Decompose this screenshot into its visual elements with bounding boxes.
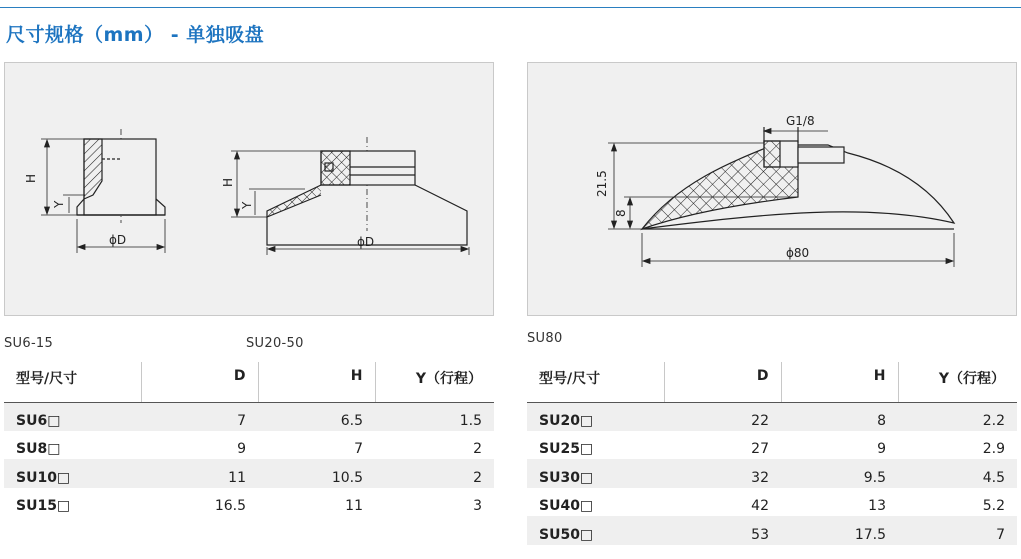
label-Y-small: Y [52,200,66,208]
cell-D: 9 [237,441,246,457]
label-H-medium: H [221,177,235,187]
cell-H: 9 [877,441,886,457]
col-header-H: H [258,362,375,402]
cell-model: SU30□ [527,459,664,488]
label-thread: G1/8 [786,114,815,128]
cell-model: SU15□ [16,498,71,514]
col-header-Y: Y（行程） [898,362,1017,402]
page-title: 尺寸规格（mm） - 单独吸盘 [6,24,265,46]
cell-Y: 4.5 [898,459,1017,488]
cell-Y: 1.5 [375,402,494,431]
cell-model: SU50□ [527,516,664,545]
table-row [527,402,1017,431]
drawing-panel-small-cups [4,62,494,316]
cell-D: 11 [141,459,258,488]
table-row [4,459,494,488]
cell-Y: 2 [473,441,482,457]
drawing-small-cups [5,63,495,317]
col-header-H: H [781,362,898,402]
col-header-model: 型号/尺寸 [527,362,664,402]
cell-model: SU8□ [16,441,61,457]
table-row [527,431,1017,460]
cell-H: 7 [354,441,363,457]
cell-H: 17.5 [781,516,898,545]
cell-H: 10.5 [258,459,375,488]
su80-section [642,127,954,229]
label-D-medium: ϕD [357,235,375,249]
cell-Y: 5.2 [982,498,1005,514]
cell-model: SU10□ [4,459,141,488]
cell-D: 27 [751,441,769,457]
cell-Y: 7 [898,516,1017,545]
cell-Y: 2.9 [982,441,1005,457]
medium-cup-section [267,137,467,245]
cell-model: SU20□ [527,402,664,431]
cell-H: 6.5 [258,402,375,431]
cell-H: 11 [345,498,363,514]
label-diameter: ϕ80 [786,246,810,260]
cell-model: SU25□ [539,441,594,457]
table-row [4,488,494,517]
label-H-small: H [24,173,38,183]
col-header-D: D [141,362,258,402]
top-rule [0,7,1021,8]
table-row [527,516,1017,545]
cell-D: 7 [141,402,258,431]
cell-D: 32 [664,459,781,488]
cell-Y: 3 [473,498,482,514]
cell-H: 8 [781,402,898,431]
table-row [527,459,1017,488]
table-header-row [4,362,494,402]
label-D-small: ϕD [109,233,127,247]
cell-H: 13 [868,498,886,514]
table-row [4,402,494,431]
caption-su6-15: SU6-15 [4,336,54,351]
cell-Y: 2.2 [898,402,1017,431]
drawing-su80 [528,63,1018,317]
cell-D: 16.5 [214,498,246,514]
cell-model: SU40□ [539,498,594,514]
table-header-row [527,362,1017,402]
cell-Y: 2 [375,459,494,488]
cell-model: SU6□ [4,402,141,431]
spec-table-right [527,362,1017,545]
col-header-model: 型号/尺寸 [4,362,141,402]
caption-su80: SU80 [527,331,563,346]
cell-D: 22 [664,402,781,431]
small-cup-section [77,129,165,223]
col-header-Y: Y（行程） [375,362,494,402]
table-row [4,431,494,460]
cell-D: 53 [664,516,781,545]
caption-su20-50: SU20-50 [246,336,304,351]
label-height-lip: 8 [614,209,628,217]
cell-H: 9.5 [781,459,898,488]
spec-table-left [4,362,494,516]
col-header-D: D [664,362,781,402]
table-row [527,488,1017,517]
drawing-panel-su80 [527,62,1017,316]
cell-D: 42 [751,498,769,514]
label-height-total: 21.5 [595,170,609,197]
label-Y-medium: Y [240,201,254,209]
